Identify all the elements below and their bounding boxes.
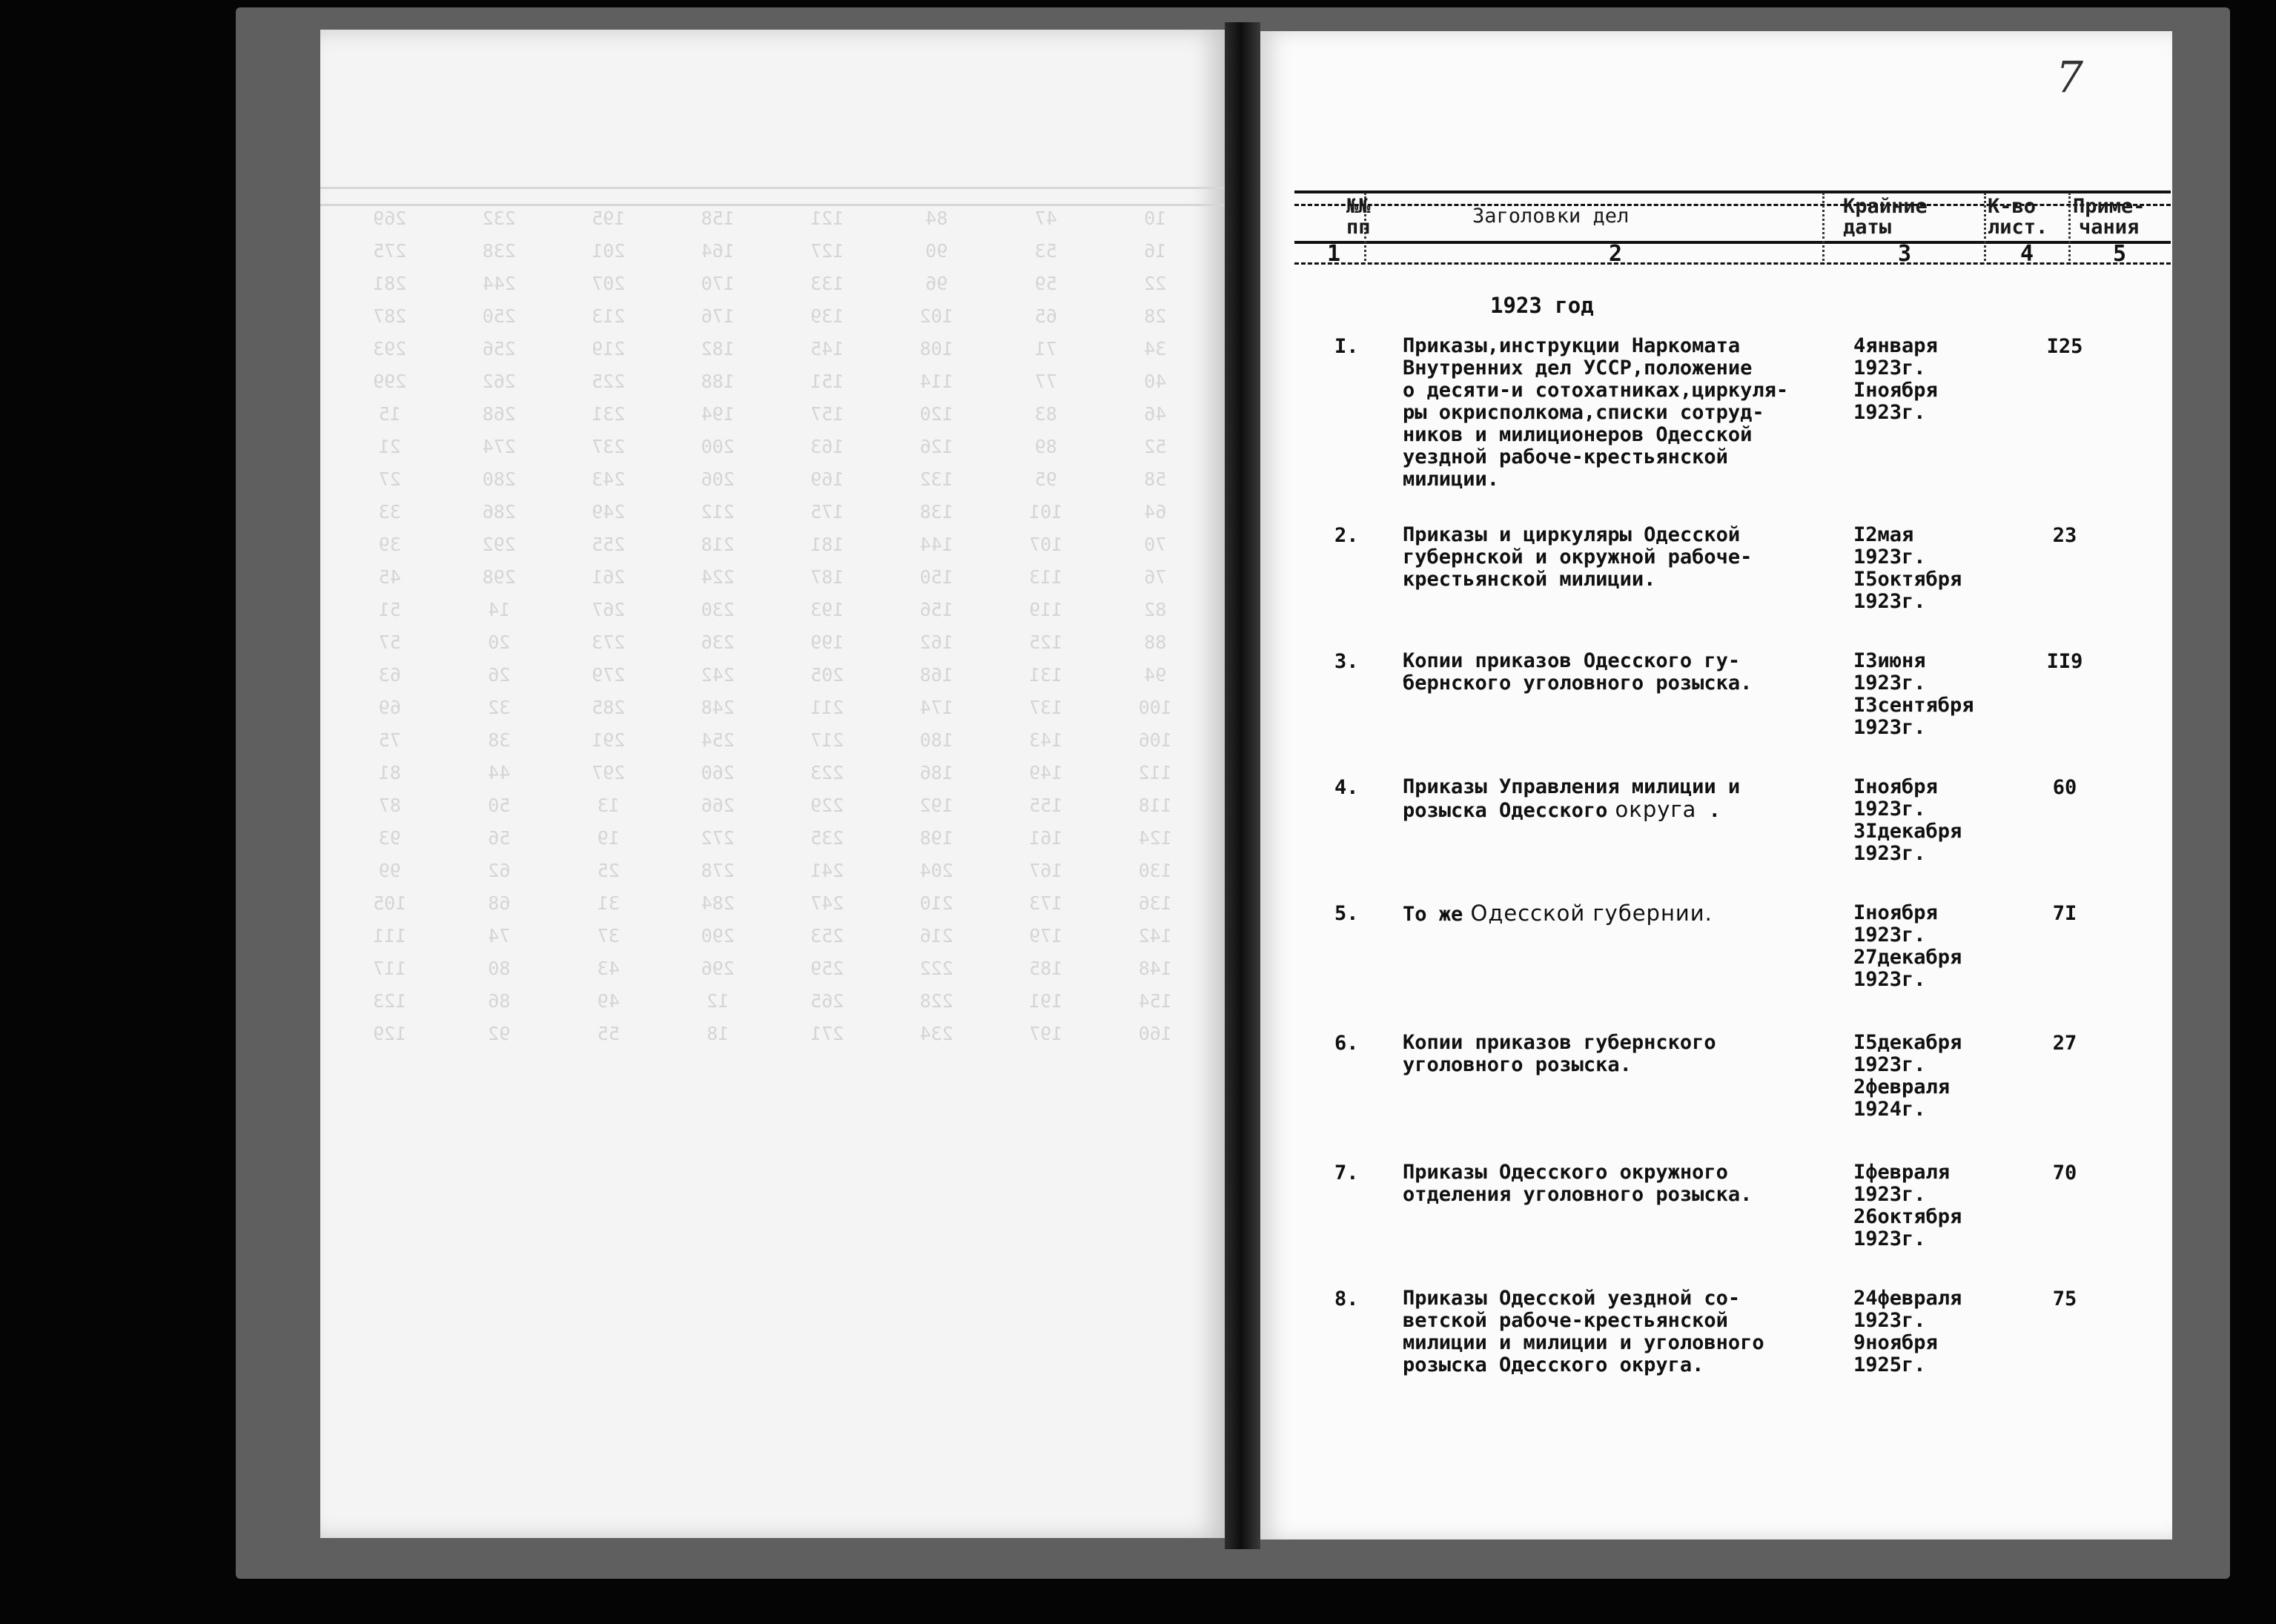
bleed-mark: 46 [1144,403,1167,425]
bleed-mark: 219 [592,338,626,359]
bleed-mark: 131 [1029,664,1063,686]
bleed-mark: 235 [810,827,844,849]
bleed-mark: 236 [701,632,735,653]
bleed-mark: 241 [810,860,844,881]
row-sheet-count: 75 [2052,1287,2077,1310]
bleed-mark: 75 [378,729,401,751]
row-dates: 4января 1923г. Iноября 1923г. [1853,334,1938,424]
column-number-5: 5 [2113,241,2127,267]
bleed-mark: 25 [597,860,620,881]
bleed-mark: 296 [701,958,735,979]
bleed-mark: 148 [1138,958,1172,979]
column-number-4: 4 [2020,241,2034,267]
bleed-mark: 117 [373,958,407,979]
bleed-mark: 83 [1034,403,1057,425]
row-dates: Iноября 1923г. 27декабря 1923г. [1853,901,1962,991]
bleed-mark: 176 [701,305,735,327]
row-title: То же Одесской губернии. [1403,901,1713,926]
bleed-mark: 14 [488,599,511,620]
bleed-mark: 200 [701,436,735,457]
bleed-mark: 158 [701,208,735,229]
row-number: 6. [1334,1032,1359,1055]
bleed-mark: 207 [592,273,626,294]
bleed-mark: 81 [378,762,401,783]
row-number: 7. [1334,1161,1359,1184]
bleed-mark: 133 [810,273,844,294]
left-page [320,30,1225,1538]
row-sheet-count: 60 [2052,776,2077,799]
bleed-mark: 94 [1144,664,1167,686]
bleed-mark: 287 [373,305,407,327]
bleed-mark: 205 [810,664,844,686]
bleed-mark: 63 [378,664,401,686]
bleed-mark: 170 [701,273,735,294]
bleed-mark: 68 [488,892,511,914]
bleed-mark: 142 [1138,925,1172,947]
bleed-mark: 13 [597,795,620,816]
bleed-mark: 187 [810,566,844,588]
bleed-mark: 33 [378,501,401,523]
bleed-mark: 229 [810,795,844,816]
row-number: 8. [1334,1287,1359,1310]
bleed-mark: 174 [919,697,953,718]
bleed-mark: 31 [597,892,620,914]
bleed-mark: 32 [488,697,511,718]
bleed-mark: 121 [810,208,844,229]
bleed-mark: 195 [592,208,626,229]
bleed-mark: 65 [1034,305,1057,327]
bleed-mark: 224 [701,566,735,588]
bleed-mark: 265 [810,990,844,1012]
bleed-mark: 297 [592,762,626,783]
bleed-mark: 88 [1144,632,1167,653]
bleed-mark: 256 [482,338,516,359]
bleed-mark: 108 [919,338,953,359]
bleed-mark: 93 [378,827,401,849]
bleed-mark: 105 [373,892,407,914]
bleed-mark: 124 [1138,827,1172,849]
bleed-mark: 266 [701,795,735,816]
bleed-mark: 237 [592,436,626,457]
bleed-mark: 69 [378,697,401,718]
row-dates: Iфевраля 1923г. 26октября 1923г. [1853,1161,1962,1250]
header-no-bottom: пп [1346,216,1371,239]
column-number-2: 2 [1609,241,1623,267]
bleed-mark: 271 [810,1023,844,1044]
bleed-mark: 71 [1034,338,1057,359]
bleed-mark: 139 [810,305,844,327]
bleed-mark: 37 [597,925,620,947]
bleed-mark: 58 [1144,468,1167,490]
bleed-mark: 129 [373,1023,407,1044]
bleed-mark: 281 [373,273,407,294]
bleed-mark: 248 [701,697,735,718]
header-dates-top: Крайние [1843,195,1928,218]
bleed-mark: 222 [919,958,953,979]
bleed-mark: 22 [1144,273,1167,294]
bleed-mark: 161 [1029,827,1063,849]
bleed-mark: 168 [919,664,953,686]
bleed-mark: 261 [592,566,626,588]
row-title: Приказы и циркуляры Одесской губернской и окружной рабоче- крестьянской милиции. [1403,523,1753,591]
bleed-mark: 250 [482,305,516,327]
bleed-mark: 59 [1034,273,1057,294]
bleed-mark: 39 [378,534,401,555]
bleed-mark: 55 [597,1023,620,1044]
bleed-mark: 163 [810,436,844,457]
row-title: Приказы Одесской уездной со- ветской рабоче-крестьянской милиции и милиции и уголовного розыска Одесского округа. [1403,1287,1764,1376]
bleed-mark: 197 [1029,1023,1063,1044]
bleed-mark: 180 [919,729,953,751]
header-title: Заголовки дел [1472,205,1630,228]
bleed-mark: 290 [701,925,735,947]
bleed-mark: 70 [1144,534,1167,555]
bleed-mark: 20 [488,632,511,653]
bleed-mark: 230 [701,599,735,620]
row-number: 4. [1334,776,1359,799]
bleed-mark: 204 [919,860,953,881]
bleed-mark: 125 [1029,632,1063,653]
bleed-mark: 28 [1144,305,1167,327]
bleed-mark: 130 [1138,860,1172,881]
bleed-mark: 53 [1034,240,1057,262]
bleed-mark: 232 [482,208,516,229]
row-sheet-count: II9 [2046,650,2083,673]
bleed-mark: 260 [701,762,735,783]
bleed-mark: 149 [1029,762,1063,783]
bleed-mark: 34 [1144,338,1167,359]
bleed-mark: 255 [592,534,626,555]
row-sheet-count: 27 [2052,1032,2077,1055]
bleed-mark: 169 [810,468,844,490]
bleed-mark: 112 [1138,762,1172,783]
bleed-mark: 275 [373,240,407,262]
bleed-mark: 101 [1029,501,1063,523]
bleed-mark: 211 [810,697,844,718]
bleed-mark: 52 [1144,436,1167,457]
bleed-mark: 154 [1138,990,1172,1012]
bleed-mark: 225 [592,371,626,392]
bleed-mark: 47 [1034,208,1057,229]
row-title: Копии приказов губернского уголовного розыска. [1403,1031,1716,1076]
row-title: Копии приказов Одесского гу- бернского уголовного розыска. [1403,649,1753,695]
bleed-mark: 228 [919,990,953,1012]
bleed-mark: 111 [373,925,407,947]
bleed-mark: 285 [592,697,626,718]
bleed-mark: 254 [701,729,735,751]
bleed-mark: 247 [810,892,844,914]
bleed-mark: 16 [1144,240,1167,262]
column-number-3: 3 [1898,241,1912,267]
bleed-mark: 244 [482,273,516,294]
bleed-mark: 193 [810,599,844,620]
ghost-header-rule [320,187,1225,206]
bleed-mark: 155 [1029,795,1063,816]
bleed-mark: 12 [707,990,730,1012]
bleed-mark: 249 [592,501,626,523]
bleed-mark: 50 [488,795,511,816]
bleed-mark: 292 [482,534,516,555]
bleed-mark: 26 [488,664,511,686]
bleed-mark: 90 [925,240,948,262]
bleed-mark: 43 [597,958,620,979]
bleed-mark: 114 [919,371,953,392]
bleed-mark: 76 [1144,566,1167,588]
bleed-mark: 126 [919,436,953,457]
bleed-mark: 92 [488,1023,511,1044]
bleed-mark: 199 [810,632,844,653]
bleed-mark: 262 [482,371,516,392]
row-sheet-count: 7I [2052,902,2077,925]
bleed-mark: 136 [1138,892,1172,914]
bleed-mark: 10 [1144,208,1167,229]
bleed-mark: 194 [701,403,735,425]
bleed-mark: 164 [701,240,735,262]
bleed-mark: 182 [701,338,735,359]
row-dates: I2мая 1923г. I5октября 1923г. [1853,523,1962,613]
bleed-mark: 206 [701,468,735,490]
bleed-mark: 89 [1034,436,1057,457]
bleed-mark: 143 [1029,729,1063,751]
header-no-top: №№ [1346,195,1371,218]
bleed-mark: 191 [1029,990,1063,1012]
bleed-mark: 123 [373,990,407,1012]
bleed-mark: 77 [1034,371,1057,392]
bleed-mark: 160 [1138,1023,1172,1044]
bleed-mark: 268 [482,403,516,425]
bleed-mark: 127 [810,240,844,262]
bleed-mark: 291 [592,729,626,751]
table-header [1294,167,2171,263]
bleed-mark: 242 [701,664,735,686]
bleed-mark: 198 [919,827,953,849]
bleed-mark: 87 [378,795,401,816]
bleed-mark: 299 [373,371,407,392]
year-heading: 1923 год [1490,293,1594,318]
bleed-mark: 280 [482,468,516,490]
right-page [1260,31,2172,1540]
bleed-mark: 38 [488,729,511,751]
row-dates: I5декабря 1923г. 2февраля 1924г. [1853,1031,1962,1121]
bleed-mark: 238 [482,240,516,262]
bleed-mark: 151 [810,371,844,392]
bleed-mark: 132 [919,468,953,490]
bleed-mark: 212 [701,501,735,523]
row-dates: I3июня 1923г. I3сентября 1923г. [1853,649,1974,739]
bleed-mark: 259 [810,958,844,979]
bleed-mark: 138 [919,501,953,523]
bleed-mark: 120 [919,403,953,425]
book-gutter [1225,22,1260,1549]
page-number: 7 [2056,52,2083,102]
bleed-mark: 102 [919,305,953,327]
bleed-mark: 64 [1144,501,1167,523]
bleed-mark: 118 [1138,795,1172,816]
row-number: 2. [1334,524,1359,547]
bleed-mark: 267 [592,599,626,620]
bleed-mark: 185 [1029,958,1063,979]
row-sheet-count: 70 [2052,1161,2077,1184]
bleed-mark: 106 [1138,729,1172,751]
bleed-mark: 216 [919,925,953,947]
header-sheets-bottom: лист. [1988,216,2048,239]
header-sheets-top: К-во [1988,195,2037,218]
bleed-mark: 274 [482,436,516,457]
bleed-mark: 217 [810,729,844,751]
bleed-mark: 272 [701,827,735,849]
handwritten-correction: Одесской губернии. [1463,901,1713,926]
bleed-mark: 107 [1029,534,1063,555]
bleed-mark: 213 [592,305,626,327]
bleed-mark: 156 [919,599,953,620]
header-dates-bottom: даты [1843,216,1892,239]
row-dates: Iноября 1923г. 3Iдекабря 1923г. [1853,775,1962,865]
bleed-mark: 157 [810,403,844,425]
handwritten-correction: округа [1607,797,1697,822]
bleed-through-text [335,208,1210,1047]
bleed-mark: 100 [1138,697,1172,718]
bleed-mark: 150 [919,566,953,588]
bleed-mark: 84 [925,208,948,229]
bleed-mark: 167 [1029,860,1063,881]
bleed-mark: 96 [925,273,948,294]
bleed-mark: 137 [1029,697,1063,718]
row-number: I. [1334,335,1359,358]
bleed-mark: 56 [488,827,511,849]
row-title: Приказы Одесского окружного отделения уголовного розыска. [1403,1161,1753,1206]
bleed-mark: 218 [701,534,735,555]
header-notes-bottom: чания [2079,216,2140,239]
bleed-mark: 192 [919,795,953,816]
bleed-mark: 175 [810,501,844,523]
bleed-mark: 162 [919,632,953,653]
bleed-mark: 253 [810,925,844,947]
bleed-mark: 269 [373,208,407,229]
bleed-mark: 27 [378,468,401,490]
bleed-mark: 82 [1144,599,1167,620]
bleed-mark: 186 [919,762,953,783]
bleed-mark: 74 [488,925,511,947]
bleed-mark: 80 [488,958,511,979]
bleed-mark: 179 [1029,925,1063,947]
bleed-mark: 51 [378,599,401,620]
bleed-mark: 284 [701,892,735,914]
bleed-mark: 45 [378,566,401,588]
bleed-mark: 19 [597,827,620,849]
bleed-mark: 210 [919,892,953,914]
row-dates: 24февраля 1923г. 9ноября 1925г. [1853,1287,1962,1376]
bleed-mark: 273 [592,632,626,653]
bleed-mark: 18 [707,1023,730,1044]
bleed-mark: 44 [488,762,511,783]
row-sheet-count: I25 [2046,335,2083,358]
row-number: 3. [1334,650,1359,673]
row-number: 5. [1334,902,1359,925]
bleed-mark: 279 [592,664,626,686]
bleed-mark: 49 [597,990,620,1012]
bleed-mark: 119 [1029,599,1063,620]
bleed-mark: 243 [592,468,626,490]
bleed-mark: 15 [378,403,401,425]
bleed-mark: 21 [378,436,401,457]
row-title: Приказы Управления милиции и розыска Одесского округа . [1403,775,1741,822]
bleed-mark: 223 [810,762,844,783]
row-title: Приказы,инструкции Наркомата Внутренних дел УССР,положение о десяти-и сотохатниках,циркуля- ры окрисполкома,списки сотруд- ников и милиционеров Одесской уездной рабоче-крестьянской милиции. [1403,334,1789,491]
bleed-mark: 95 [1034,468,1057,490]
bleed-mark: 40 [1144,371,1167,392]
bleed-mark: 62 [488,860,511,881]
bleed-mark: 173 [1029,892,1063,914]
bleed-mark: 113 [1029,566,1063,588]
bleed-mark: 298 [482,566,516,588]
bleed-mark: 201 [592,240,626,262]
header-notes-top: Приме- [2073,195,2146,218]
bleed-mark: 188 [701,371,735,392]
column-number-1: 1 [1327,241,1341,267]
bleed-mark: 145 [810,338,844,359]
bleed-mark: 144 [919,534,953,555]
bleed-mark: 181 [810,534,844,555]
bleed-mark: 99 [378,860,401,881]
bleed-mark: 234 [919,1023,953,1044]
bleed-mark: 86 [488,990,511,1012]
bleed-mark: 286 [482,501,516,523]
row-sheet-count: 23 [2052,524,2077,547]
bleed-mark: 293 [373,338,407,359]
bleed-mark: 231 [592,403,626,425]
bleed-mark: 57 [378,632,401,653]
bleed-mark: 278 [701,860,735,881]
